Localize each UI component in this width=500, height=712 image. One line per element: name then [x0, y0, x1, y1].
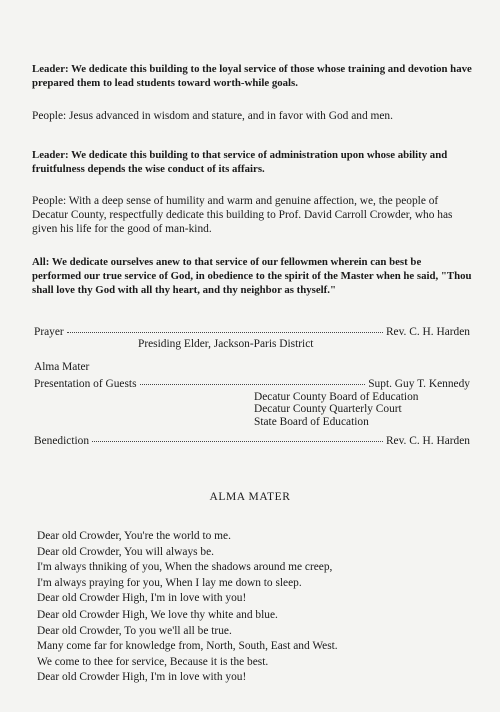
- song-title: ALMA MATER: [209, 491, 291, 503]
- verse-line: Dear old Crowder High, I'm in love with you!: [37, 671, 247, 684]
- verse-line: We come to thee for service, Because it is the best.: [37, 655, 269, 668]
- all-reading: All: We dedicate ourselves anew to that service of our fellowmen wherein can best be performed our true service of God, in obedience to the spirit of the Master when he said, "Thou shall love thy God with all thy heart, and thy neighbor as thyself.": [32, 256, 472, 296]
- verse-line: Dear old Crowder, To you we'll all be true.: [37, 624, 232, 637]
- people-response-2: People: With a deep sense of humility and warm and genuine affection, we, the people of Decatur County, respectfully dedicate this building to Prof. David Carroll Crowder, who has given his life for the good of man-kind.: [32, 195, 453, 236]
- guests-person: Supt. Guy T. Kennedy: [368, 378, 470, 390]
- benediction-person: Rev. C. H. Harden: [385, 435, 470, 447]
- verse-line: I'm always praying for you, When I lay me down to sleep.: [37, 576, 302, 589]
- verse-line: Dear old Crowder High, I'm in love with you!: [37, 592, 247, 605]
- leader-reading-1: Leader: We dedicate this building to the loyal service of those whose training and devotion have prepared them to lead students toward worth-while goals.: [32, 63, 472, 89]
- program-guests: [34, 377, 470, 391]
- program-alma-mater: Alma Mater: [34, 361, 90, 373]
- guests-label: Presentation of Guests: [34, 378, 137, 390]
- program-benediction: [34, 434, 470, 448]
- verse-line: Dear old Crowder, You're the world to me.: [37, 530, 231, 542]
- people-response-1: People: Jesus advanced in wisdom and stature, and in favor with God and men.: [32, 110, 393, 122]
- prayer-person: Rev. C. H. Harden: [385, 326, 470, 338]
- leader-dots: [67, 331, 383, 333]
- leader-reading-2: Leader: We dedicate this building to that service of administration upon whose ability and fruitfulness depends the wise conduct of its affairs.: [32, 149, 448, 175]
- guest-item: Decatur County Quarterly Court: [254, 403, 402, 415]
- song-verse-2: [37, 608, 477, 686]
- song-verse-1: [37, 529, 477, 607]
- guest-item: State Board of Education: [254, 416, 369, 428]
- leader-dots: [140, 383, 366, 385]
- guest-item: Decatur County Board of Education: [254, 391, 419, 403]
- verse-line: Many come far for knowledge from, North, South, East and West.: [37, 640, 338, 653]
- verse-line: I'm always thniking of you, When the shadows around me creep,: [37, 561, 333, 574]
- benediction-label: Benediction: [34, 435, 90, 447]
- verse-line: Dear old Crowder, You will always be.: [37, 545, 215, 558]
- verse-line: Dear old Crowder High, We love thy white and blue.: [37, 609, 278, 621]
- prayer-subtitle: Presiding Elder, Jackson-Paris District: [138, 338, 314, 350]
- prayer-label: Prayer: [34, 326, 64, 338]
- leader-dots: [92, 440, 383, 442]
